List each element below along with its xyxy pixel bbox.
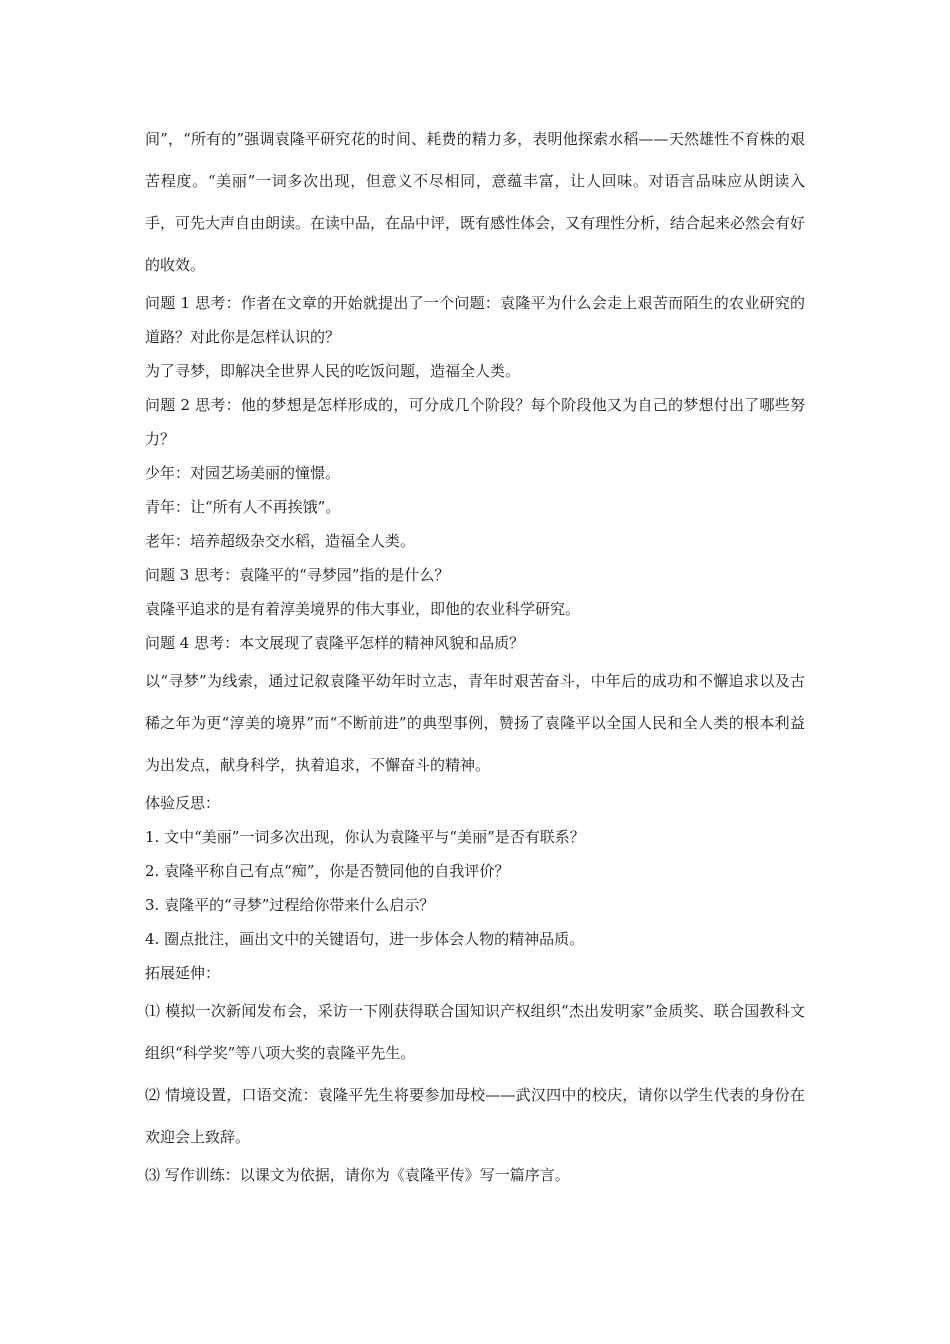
answer-2-old-age: 老年：培养超级杂交水稻，造福全人类。 [145, 532, 416, 550]
document-page [145, 118, 805, 1192]
answer-1: 为了寻梦，即解决全世界人民的吃饭问题，造福全人类。 [145, 362, 521, 380]
question-4: 问题 4 思考：本文展现了袁隆平怎样的精神风貌和品质？ [145, 634, 525, 652]
reflection-item-3: 3. 袁隆平的“寻梦”过程给你带来什么启示？ [145, 896, 435, 914]
question-2: 问题 2 思考：他的梦想是怎样形成的，可分成几个阶段？每个阶段他又为自己的梦想付出了哪些努力？ [145, 396, 805, 448]
extension-item-1: ⑴ 模拟一次新闻发布会，采访一下刚获得联合国知识产权组织“杰出发明家”金质奖、联合国教科文组织“科学奖”等八项大奖的袁隆平先生。 [145, 1002, 805, 1062]
reflection-item-2: 2. 袁隆平称自己有点“痴”，你是否赞同他的自我评价？ [145, 862, 510, 880]
question-3: 问题 3 思考：袁隆平的“寻梦园”指的是什么？ [145, 566, 450, 584]
section-heading-reflection: 体验反思： [145, 794, 221, 812]
extension-item-3: ⑶ 写作训练：以课文为依据，请你为《袁隆平传》写一篇序言。 [145, 1166, 570, 1184]
reflection-item-4: 4. 圈点批注，画出文中的关键语句，进一步体会人物的精神品质。 [145, 930, 585, 948]
section-heading-extension: 拓展延伸： [145, 964, 221, 982]
answer-2-youth: 少年：对园艺场美丽的憧憬。 [145, 464, 341, 482]
answer-3: 袁隆平追求的是有着淳美境界的伟大事业，即他的农业科学研究。 [145, 600, 581, 618]
answer-4: 以“寻梦”为线索，通过记叙袁隆平幼年时立志，青年时艰苦奋斗，中年后的成功和不懈追求以及古稀之年为更“淳美的境界”而“不断前进”的典型事例，赞扬了袁隆平以全国人民和全人类的根本利益为出发点，献身科学，执着追求，不懈奋斗的精神。 [145, 672, 805, 774]
reflection-item-1: 1. 文中“美丽”一词多次出现，你认为袁隆平与“美丽”是否有联系？ [145, 828, 585, 846]
question-1: 问题 1 思考：作者在文章的开始就提出了一个问题：袁隆平为什么会走上艰苦而陌生的农业研究的道路？对此你是怎样认识的？ [145, 294, 805, 346]
analysis-paragraph: 间”，“所有的”强调袁隆平研究花的时间、耗费的精力多，表明他探索水稻——天然雄性不育株的艰苦程度。“美丽”一词多次出现，但意义不尽相同，意蕴丰富，让人回味。对语言品味应从朗读入手，可先大声自由朗读。在读中品，在品中评，既有感性体会，又有理性分析，结合起来必然会有好的收效。 [145, 130, 806, 274]
answer-2-young-adult: 青年：让“所有人不再挨饿”。 [145, 498, 341, 516]
extension-item-2: ⑵ 情境设置，口语交流：袁隆平先生将要参加母校——武汉四中的校庆，请你以学生代表的身份在欢迎会上致辞。 [145, 1086, 805, 1146]
